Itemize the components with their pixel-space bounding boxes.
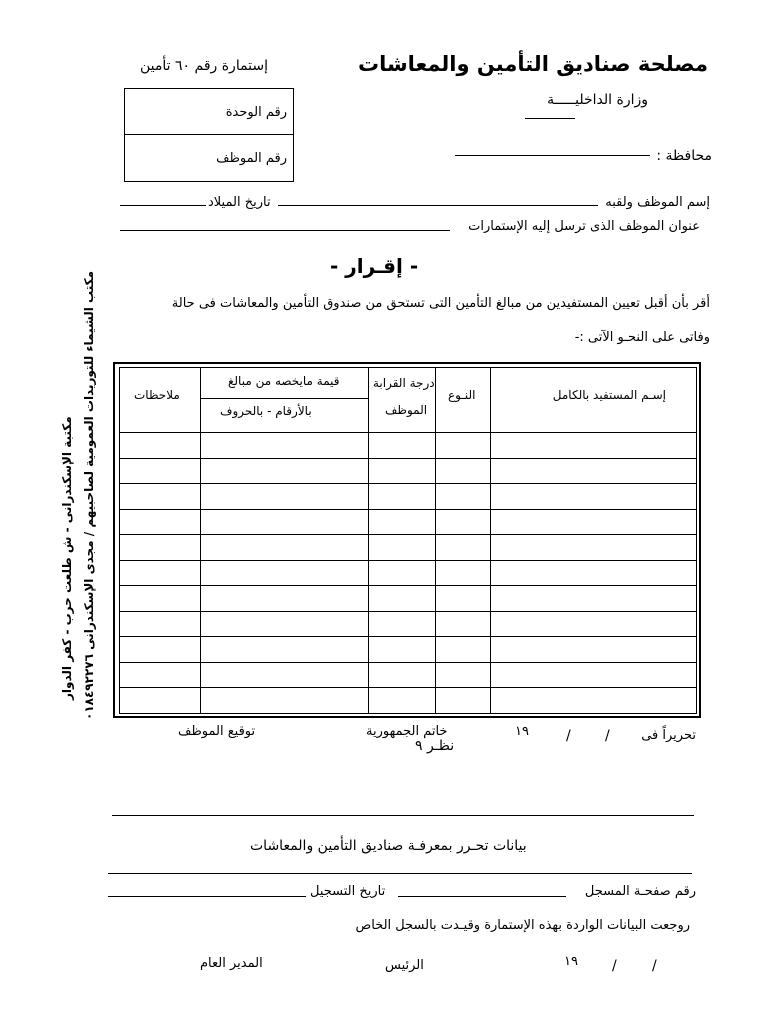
id-box [124, 88, 294, 182]
year-label: ١٩ [515, 724, 529, 739]
table-row-divider [120, 560, 696, 561]
header-type: النـوع [448, 388, 476, 402]
declaration-line-1: أقر بأن أقبل تعيين المستفيدين من مبالغ التأمين التى تستحق من صندوق التأمين والمعاشات فى حالة [171, 296, 710, 311]
president-label: الرئيس [385, 958, 424, 973]
handwritten-note: نظـر ٩ [415, 738, 455, 754]
employee-name-field[interactable] [278, 205, 598, 206]
divider-1 [112, 815, 694, 816]
year2-label: ١٩ [564, 954, 578, 969]
table-row-divider [120, 534, 696, 535]
reviewed-text: روجعت البيانات الواردة بهذه الإستمارة وقيـدت بالسجل الخاص [355, 918, 690, 933]
side-stamp-line-1: مكتبة الإسكندرانى - ش طلعت حرب - كفر الدوار [60, 416, 74, 700]
date2-slash-1: / [652, 958, 657, 974]
unit-number-label: رقم الوحدة [225, 105, 287, 120]
header-amount-top: قيمة مايخصه من مبالغ [228, 374, 340, 388]
header-amount-bottom: بالأرقام - بالحروف [220, 404, 312, 418]
ministry-name: وزارة الداخليـــــة [547, 92, 648, 108]
date-slash-1: / [605, 728, 610, 744]
employee-number-label: رقم الموظف [216, 151, 287, 166]
table-row-divider [120, 458, 696, 459]
org-title: مصلحة صناديق التأمين والمعاشات [357, 52, 708, 76]
governorate-label: محافظة : [656, 148, 712, 164]
birth-date-field[interactable] [120, 205, 206, 206]
form-number: إستمارة رقم ٦٠ تأمين [140, 58, 269, 74]
written-on-label: تحريراً فى [641, 728, 696, 743]
declaration-title: - إقـرار - [330, 254, 419, 278]
beneficiary-table-inner [119, 367, 697, 714]
table-row-divider [120, 483, 696, 484]
table-row-divider [120, 585, 696, 586]
birth-date-label: تاريخ الميلاد [208, 195, 271, 210]
header-notes: ملاحظات [134, 388, 180, 402]
governorate-field[interactable] [455, 155, 650, 156]
side-stamp-line-2: مكتب الشيماء للتوريدات العمومية لصاحبيهم / مجدى الإسكندرانى ٠١٨٤٩٢٢٧٦ [82, 270, 96, 720]
register-page-field[interactable] [398, 896, 566, 897]
fund-data-title: بيانات تحـرر بمعرفـة صناديق التأمين والمعاشات [250, 838, 527, 854]
address-field[interactable] [120, 230, 450, 231]
table-row-divider [120, 662, 696, 663]
header-relation-bottom: الموظف [385, 403, 428, 417]
register-page-label: رقم صفحـة المسجل [584, 884, 696, 899]
employee-signature-label: توقيع الموظف [178, 724, 256, 739]
header-beneficiary: إسـم المستفيد بالكامل [552, 388, 666, 402]
table-body [120, 432, 696, 713]
table-row-divider [120, 687, 696, 688]
declaration-line-2: وفاتى على النحـو الآتى :- [574, 330, 710, 345]
registration-date-field[interactable] [108, 896, 306, 897]
employee-name-label: إسم الموظف ولقبه [605, 195, 710, 210]
header-relation-top: درجة القرابة [373, 376, 435, 390]
ministry-underline [525, 118, 575, 119]
address-label: عنوان الموظف الذى ترسل إليه الإستمارات [468, 219, 700, 234]
general-manager-label: المدير العام [200, 956, 263, 971]
date-slash-2: / [566, 728, 571, 744]
table-row-divider [120, 636, 696, 637]
date2-slash-2: / [612, 958, 617, 974]
republic-seal-label: خاتم الجمهورية [366, 724, 448, 739]
table-row-divider [120, 509, 696, 510]
divider-2 [108, 873, 692, 874]
beneficiary-table [113, 362, 701, 718]
table-row-divider [120, 611, 696, 612]
registration-date-label: تاريخ التسجيل [310, 884, 386, 899]
